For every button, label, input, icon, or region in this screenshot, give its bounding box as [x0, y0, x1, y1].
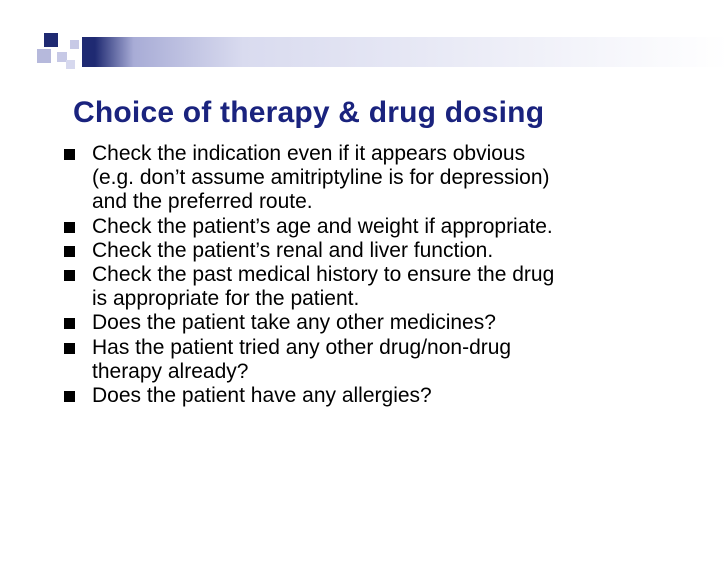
- deco-square-dark: [44, 33, 58, 47]
- bullet-list: [60, 142, 700, 408]
- square-bullet-icon: [64, 318, 75, 329]
- bullet-text-line: therapy already?: [92, 359, 249, 383]
- header-gradient-bar: [82, 37, 728, 67]
- deco-square-light: [37, 49, 51, 63]
- bullet-text-line: Does the patient take any other medicines?: [92, 311, 496, 335]
- square-bullet-icon: [64, 222, 75, 233]
- bullet-text-line: Check the patient’s renal and liver function.: [92, 238, 494, 262]
- slide-title: Choice of therapy & drug dosing: [73, 96, 545, 129]
- bullet-item: [60, 384, 700, 408]
- bullet-text-line: Check the past medical history to ensure the drug: [92, 263, 555, 287]
- bullet-item: [60, 239, 700, 263]
- square-bullet-icon: [64, 246, 75, 257]
- bullet-item: [60, 142, 700, 215]
- slide-header-decoration: [0, 0, 728, 80]
- bullet-item: [60, 311, 700, 335]
- bullet-item: [60, 336, 700, 384]
- deco-square-light: [66, 60, 75, 69]
- square-bullet-icon: [64, 270, 75, 281]
- bullet-item: [60, 263, 700, 311]
- bullet-text-line: Check the indication even if it appears obvious: [92, 142, 526, 165]
- square-bullet-icon: [64, 391, 75, 402]
- bullet-text-line: Check the patient’s age and weight if appropriate.: [92, 214, 553, 238]
- square-bullet-icon: [64, 343, 75, 354]
- bullet-item: [60, 215, 700, 239]
- deco-square-light: [70, 40, 79, 49]
- bullet-text-line: (e.g. don’t assume amitriptyline is for depression): [92, 166, 550, 190]
- bullet-text-line: and the preferred route.: [92, 190, 313, 214]
- square-bullet-icon: [64, 149, 75, 160]
- bullet-text-line: is appropriate for the patient.: [92, 287, 360, 311]
- bullet-text-line: Does the patient have any allergies?: [92, 384, 432, 408]
- bullet-text-line: Has the patient tried any other drug/non-drug: [92, 335, 512, 359]
